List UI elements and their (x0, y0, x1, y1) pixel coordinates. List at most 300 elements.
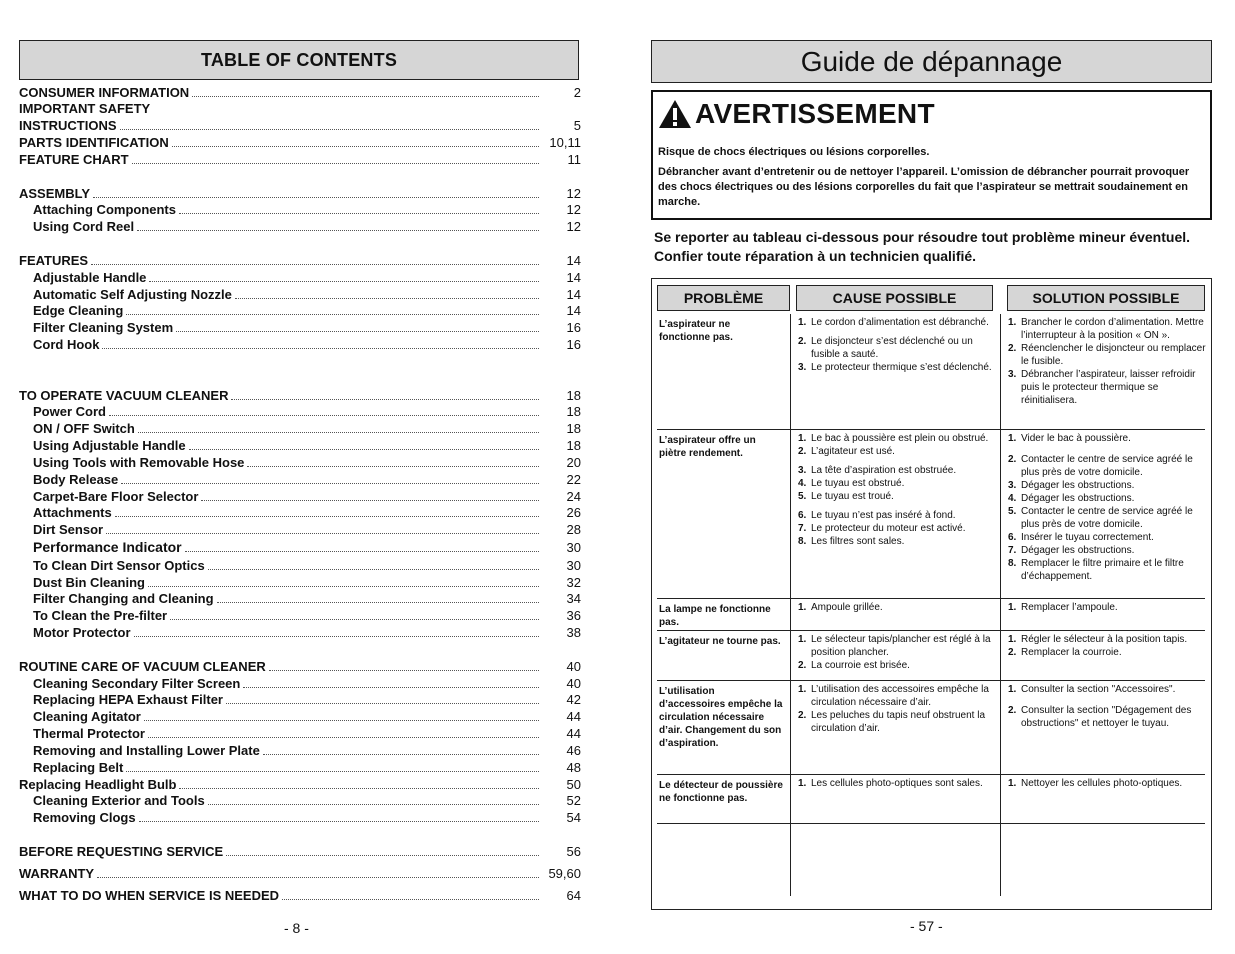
toc-entry-label: Body Release (33, 472, 119, 487)
toc-entry (33, 302, 581, 319)
list-item (798, 777, 994, 790)
list-item (1008, 557, 1206, 583)
list-item (798, 335, 994, 361)
item-text: Ampoule grillée. (811, 602, 883, 613)
item-number: 7. (798, 523, 807, 534)
toc-entry-page: 2 (573, 85, 581, 100)
toc-entry (33, 504, 581, 521)
toc-entry-label: Cord Hook (33, 337, 100, 352)
toc-leader-dots (120, 129, 540, 130)
toc-leader-dots (134, 636, 540, 637)
list-item (798, 316, 994, 329)
row-separator (657, 598, 1205, 599)
problem-cell: L’utilisation d’accessoires empêche la circulation nécessaire d’air. Changement du son d’aspiration. (659, 686, 783, 749)
toc-entry-label: Replacing Belt (33, 760, 124, 775)
toc-entry (33, 691, 581, 708)
toc-entry-label: ASSEMBLY (19, 186, 91, 201)
toc-entry-page: 14 (566, 253, 581, 268)
problem-cell: La lampe ne fonctionne pas. (659, 604, 771, 628)
item-text: Remplacer la courroie. (1021, 647, 1122, 658)
item-text: Les cellules photo-optiques sont sales. (811, 778, 983, 789)
toc-entry (33, 742, 581, 759)
toc-leader-dots (201, 500, 539, 501)
column-header-cause: CAUSE POSSIBLE (796, 285, 993, 311)
row-separator (657, 429, 1205, 430)
list-item (1008, 368, 1206, 407)
toc-entry-page: 44 (566, 709, 581, 724)
toc-entry-label: Adjustable Handle (33, 270, 147, 285)
cause-cell (798, 777, 994, 790)
toc-entry-label: FEATURE CHART (19, 152, 129, 167)
item-number: 2. (798, 710, 807, 721)
toc-leader-dots (179, 788, 539, 789)
list-item (798, 361, 994, 374)
list-item (798, 633, 994, 659)
toc-entry-label: ON / OFF Switch (33, 421, 135, 436)
item-number: 2. (1008, 705, 1017, 716)
toc-entry-page: 14 (566, 270, 581, 285)
toc-header: TABLE OF CONTENTS (19, 40, 579, 80)
item-number: 1. (798, 778, 807, 789)
toc-leader-dots (138, 432, 539, 433)
toc-leader-dots (282, 899, 539, 900)
toc-entry (33, 590, 581, 607)
toc-leader-dots (263, 754, 539, 755)
toc-entry (33, 809, 581, 826)
item-text: L’utilisation des accessoires empêche la circulation nécessaire d’air. (811, 684, 989, 708)
toc-entry-label: Replacing Headlight Bulb (19, 777, 177, 792)
item-number: 8. (1008, 558, 1017, 569)
item-text: Remplacer le filtre primaire et le filtre d’échappement. (1021, 558, 1184, 582)
column-header-problem: PROBLÈME (657, 285, 790, 311)
toc-entry-label: Cleaning Exterior and Tools (33, 793, 205, 808)
toc-entry-page: 40 (566, 676, 581, 691)
row-separator (657, 680, 1205, 681)
toc-leader-dots (208, 804, 539, 805)
toc-leader-dots (132, 163, 539, 164)
toc-leader-dots (144, 720, 539, 721)
toc-entry (33, 218, 581, 235)
item-number: 1. (798, 433, 807, 444)
toc-entry-label: WHAT TO DO WHEN SERVICE IS NEEDED (19, 888, 280, 903)
toc-entry (19, 865, 581, 882)
toc-entry (33, 708, 581, 725)
item-text: Insérer le tuyau correctement. (1021, 532, 1154, 543)
item-text: Le cordon d’alimentation est débranché. (811, 317, 989, 328)
item-text: La courroie est brisée. (811, 660, 910, 671)
toc-leader-dots (115, 516, 539, 517)
toc-entry (33, 624, 581, 641)
row-separator (657, 774, 1205, 775)
page-number-left: - 8 - (284, 920, 309, 936)
toc-leader-dots (137, 230, 539, 231)
cause-cell (798, 683, 994, 735)
toc-entry-label: TO OPERATE VACUUM CLEANER (19, 388, 229, 403)
toc-leader-dots (149, 281, 539, 282)
item-text: Contacter le centre de service agréé le plus près de votre domicile. (1021, 454, 1193, 478)
item-text: Dégager les obstructions. (1021, 545, 1135, 556)
list-item (798, 522, 994, 535)
cause-cell (798, 432, 994, 548)
toc-entry-label: Filter Changing and Cleaning (33, 591, 214, 606)
toc-entry-label: WARRANTY (19, 866, 95, 881)
toc-leader-dots (172, 146, 539, 147)
list-item (1008, 453, 1206, 479)
list-item (1008, 342, 1206, 368)
toc-leader-dots (235, 298, 539, 299)
toc-leader-dots (185, 551, 539, 552)
toc-entry-label: Using Adjustable Handle (33, 438, 186, 453)
toc-leader-dots (121, 483, 539, 484)
toc-entry-page: 52 (566, 793, 581, 808)
cause-cell (798, 316, 994, 374)
toc-entry (19, 117, 581, 134)
toc-entry-page: 16 (566, 320, 581, 335)
toc-entry (33, 725, 581, 742)
toc-entry-label: BEFORE REQUESTING SERVICE (19, 844, 224, 859)
toc-entry (33, 336, 581, 353)
item-text: Contacter le centre de service agréé le plus près de votre domicile. (1021, 506, 1193, 530)
toc-entry (19, 843, 581, 860)
item-text: La tête d’aspiration est obstruée. (811, 465, 957, 476)
toc-entry-page: 54 (566, 810, 581, 825)
item-text: Le protecteur thermique s’est déclenché. (811, 362, 992, 373)
item-text: Le tuyau n’est pas inséré à fond. (811, 510, 956, 521)
problem-cell: L’aspirateur ne fonctionne pas. (659, 319, 733, 343)
toc-leader-dots (126, 314, 539, 315)
table-divider (790, 314, 791, 896)
list-item (1008, 492, 1206, 505)
toc-entry-page: 16 (566, 337, 581, 352)
item-number: 2. (798, 446, 807, 457)
toc-entry-page: 40 (566, 659, 581, 674)
toc-entry (19, 252, 581, 269)
item-text: L’agitateur est usé. (811, 446, 895, 457)
item-text: Le tuyau est troué. (811, 491, 894, 502)
item-number: 3. (1008, 480, 1017, 491)
toc-entry-page: 22 (566, 472, 581, 487)
toc-leader-dots (243, 687, 539, 688)
toc-entry-page: 12 (566, 202, 581, 217)
toc-entry-label: Performance Indicator (33, 539, 182, 555)
toc-entry-page: 10,11 (549, 135, 581, 150)
toc-entry-page: 5 (573, 118, 581, 133)
toc-entry-label: To Clean the Pre-filter (33, 608, 168, 623)
toc-leader-dots (91, 264, 539, 265)
item-text: Le disjoncteur s’est déclenché ou un fusible a sauté. (811, 336, 973, 360)
item-number: 1. (798, 634, 807, 645)
item-text: Le sélecteur tapis/plancher est réglé à la position plancher. (811, 634, 991, 658)
table-divider (1000, 314, 1001, 896)
toc-entry (19, 387, 581, 404)
item-number: 1. (1008, 433, 1017, 444)
list-item (1008, 316, 1206, 342)
item-text: Le bac à poussière est plein ou obstrué. (811, 433, 989, 444)
guide-title: Guide de dépannage (651, 40, 1212, 83)
toc-leader-dots (139, 821, 539, 822)
list-item (798, 535, 994, 548)
toc-entry-page: 59,60 (548, 866, 581, 881)
item-number: 2. (1008, 454, 1017, 465)
item-number: 4. (798, 478, 807, 489)
toc-leader-dots (269, 670, 539, 671)
list-item (1008, 777, 1206, 790)
problem-cell: L’aspirateur offre un piètre rendement. (659, 435, 756, 459)
toc-entry (33, 574, 581, 591)
item-number: 5. (798, 491, 807, 502)
toc-entry-label: Using Cord Reel (33, 219, 135, 234)
item-text: Nettoyer les cellules photo-optiques. (1021, 778, 1183, 789)
toc-entry-page: 11 (567, 152, 581, 167)
list-item (1008, 432, 1206, 445)
toc-entry-page: 30 (566, 558, 581, 573)
toc-entry (19, 84, 581, 101)
list-item (798, 445, 994, 458)
item-text: Consulter la section "Accessoires". (1021, 684, 1176, 695)
page-number-right: - 57 - (910, 918, 943, 934)
list-item (1008, 646, 1206, 659)
toc-entry-page: 18 (566, 404, 581, 419)
toc-leader-dots (106, 533, 539, 534)
item-number: 3. (1008, 369, 1017, 380)
cause-cell (798, 601, 994, 614)
toc-entry-label: Edge Cleaning (33, 303, 124, 318)
warning-risk-text: Risque de chocs électriques ou lésions corporelles. (658, 146, 930, 158)
toc-entry-page: 18 (566, 438, 581, 453)
toc-entry-page: 30 (566, 540, 581, 555)
toc-leader-dots (231, 399, 539, 400)
column-header-solution: SOLUTION POSSIBLE (1007, 285, 1205, 311)
toc-entry-label: Automatic Self Adjusting Nozzle (33, 287, 232, 302)
toc-entry-label: Cleaning Agitator (33, 709, 141, 724)
toc-entry (19, 887, 581, 904)
toc-entry-label: FEATURES (19, 253, 89, 268)
toc-entry-page: 24 (566, 489, 581, 504)
toc-entry (33, 403, 581, 420)
toc-leader-dots (148, 586, 539, 587)
row-separator (657, 630, 1205, 631)
warning-box (651, 90, 1212, 220)
toc-entry-page: 56 (566, 844, 581, 859)
item-number: 5. (1008, 506, 1017, 517)
list-item (1008, 531, 1206, 544)
toc-leader-dots (170, 619, 539, 620)
toc-entry (33, 759, 581, 776)
toc-entry (19, 185, 581, 202)
toc-leader-dots (179, 213, 539, 214)
solution-cell (1008, 683, 1206, 730)
toc-entry-label: CONSUMER INFORMATION (19, 85, 190, 100)
toc-leader-dots (176, 331, 539, 332)
list-item (1008, 505, 1206, 531)
list-item (798, 709, 994, 735)
cause-cell (798, 633, 994, 672)
toc-entry-page: 50 (566, 777, 581, 792)
item-text: Vider le bac à poussière. (1021, 433, 1131, 444)
item-number: 7. (1008, 545, 1017, 556)
toc-entry-label: Removing Clogs (33, 810, 136, 825)
toc-entry (33, 201, 581, 218)
list-item (798, 601, 994, 614)
toc-entry (33, 471, 581, 488)
toc-entry-label: Attachments (33, 505, 112, 520)
toc-leader-dots (126, 771, 539, 772)
item-number: 1. (1008, 317, 1017, 328)
item-number: 2. (1008, 647, 1017, 658)
toc-entry-label: Thermal Protector (33, 726, 145, 741)
toc-entry (19, 151, 581, 168)
toc-entry-label: PARTS IDENTIFICATION (19, 135, 169, 150)
toc-leader-dots (208, 569, 539, 570)
warning-title (658, 98, 935, 130)
item-number: 1. (1008, 602, 1017, 613)
row-separator (657, 823, 1205, 824)
toc-entry-page: 20 (566, 455, 581, 470)
list-item (798, 477, 994, 490)
toc-entry (33, 557, 581, 574)
toc-leader-dots (226, 855, 539, 856)
solution-cell (1008, 601, 1206, 614)
toc-entry-page: 34 (566, 591, 581, 606)
toc-entry-page: 38 (566, 625, 581, 640)
toc-entry-label: Attaching Components (33, 202, 176, 217)
toc-entry (19, 658, 581, 675)
warning-triangle-icon (658, 99, 692, 129)
toc-entry-label: ROUTINE CARE OF VACUUM CLEANER (19, 659, 266, 674)
toc-leader-dots (189, 449, 539, 450)
item-text: Le tuyau est obstrué. (811, 478, 905, 489)
list-item (1008, 704, 1206, 730)
item-number: 1. (798, 684, 807, 695)
toc-entry (33, 539, 581, 556)
toc-entry-page: 36 (566, 608, 581, 623)
toc-entry (33, 286, 581, 303)
intro-text: Se reporter au tableau ci-dessous pour résoudre tout problème mineur éventuel. Confier toute réparation à un technicien qualifié. (654, 229, 1191, 264)
toc-entry-label: INSTRUCTIONS (19, 118, 117, 133)
item-number: 1. (798, 317, 807, 328)
left-page (0, 0, 600, 954)
toc-entry (33, 521, 581, 538)
toc-leader-dots (247, 466, 539, 467)
toc-entry-label: Dust Bin Cleaning (33, 575, 145, 590)
toc-entry-label: Using Tools with Removable Hose (33, 455, 245, 470)
toc-entry-label: Motor Protector (33, 625, 131, 640)
item-text: Remplacer l’ampoule. (1021, 602, 1118, 613)
toc-entry (33, 437, 581, 454)
toc-entry-page: 14 (566, 287, 581, 302)
toc-entry (19, 134, 581, 151)
list-item (1008, 544, 1206, 557)
toc-leader-dots (217, 602, 539, 603)
solution-cell (1008, 316, 1206, 407)
list-item (1008, 601, 1206, 614)
toc-entry-page: 64 (566, 888, 581, 903)
toc-entry-page: 28 (566, 522, 581, 537)
toc-entry (33, 454, 581, 471)
list-item (798, 509, 994, 522)
toc-leader-dots (102, 348, 539, 349)
solution-cell (1008, 633, 1206, 659)
toc-entry-page: 26 (566, 505, 581, 520)
problem-cell: L’agitateur ne tourne pas. (659, 636, 781, 647)
toc-entry (33, 607, 581, 624)
item-text: Les peluches du tapis neuf obstruent la circulation d’air. (811, 710, 986, 734)
toc-entry-page: 12 (566, 186, 581, 201)
item-number: 8. (798, 536, 807, 547)
item-number: 3. (798, 465, 807, 476)
toc-entry-label: IMPORTANT SAFETY (19, 101, 151, 116)
item-text: Brancher le cordon d’alimentation. Mettre l’interrupteur à la position « ON ». (1021, 317, 1204, 341)
toc-entry (33, 319, 581, 336)
list-item (798, 490, 994, 503)
item-number: 1. (1008, 778, 1017, 789)
item-number: 2. (798, 336, 807, 347)
list-item (798, 432, 994, 445)
list-item (798, 464, 994, 477)
list-item (798, 659, 994, 672)
toc-entry-page: 18 (566, 388, 581, 403)
problem-cell: Le détecteur de poussière ne fonctionne pas. (659, 780, 783, 804)
item-number: 2. (1008, 343, 1017, 354)
solution-cell (1008, 777, 1206, 790)
right-page (618, 0, 1235, 954)
item-number: 1. (798, 602, 807, 613)
toc-entry-page: 12 (566, 219, 581, 234)
item-text: Le protecteur du moteur est activé. (811, 523, 966, 534)
toc-entry-page: 18 (566, 421, 581, 436)
toc-entry-label: Replacing HEPA Exhaust Filter (33, 692, 223, 707)
toc-leader-dots (109, 415, 539, 416)
toc-entry-page: 48 (566, 760, 581, 775)
toc-entry (33, 488, 581, 505)
toc-entry (33, 675, 581, 692)
item-number: 4. (1008, 493, 1017, 504)
item-text: Débrancher l’aspirateur, laisser refroidir puis le protecteur thermique se réinitialisera. (1021, 369, 1196, 406)
toc-entry-label: Filter Cleaning System (33, 320, 174, 335)
item-number: 3. (798, 362, 807, 373)
toc-entry-page: 44 (566, 726, 581, 741)
item-number: 1. (1008, 684, 1017, 695)
toc-entry-label: Dirt Sensor (33, 522, 104, 537)
toc-entry-page: 42 (566, 692, 581, 707)
toc-leader-dots (148, 737, 539, 738)
toc-entry-page: 46 (566, 743, 581, 758)
list-item (1008, 683, 1206, 696)
toc-entry-label: To Clean Dirt Sensor Optics (33, 558, 205, 573)
warning-instruction-text: Débrancher avant d’entretenir ou de nettoyer l’appareil. L’omission de débrancher pourrait provoquer des chocs électriques ou des lésions corporelles du fait que l’aspirateur se mettrait soudainement en marche. (658, 166, 1190, 208)
toc-entry (33, 269, 581, 286)
item-number: 1. (1008, 634, 1017, 645)
toc-entry-label: Removing and Installing Lower Plate (33, 743, 260, 758)
toc-entry-page: 32 (566, 575, 581, 590)
toc-entry (19, 776, 581, 793)
toc-leader-dots (97, 877, 539, 878)
item-text: Consulter la section "Dégagement des obstructions" et nettoyer le tuyau. (1021, 705, 1192, 729)
toc-entry-label: Carpet-Bare Floor Selector (33, 489, 199, 504)
toc-entry (33, 792, 581, 809)
warning-title-text: AVERTISSEMENT (695, 98, 935, 129)
item-text: Les filtres sont sales. (811, 536, 905, 547)
toc-leader-dots (226, 703, 539, 704)
toc-entry (19, 100, 581, 117)
toc-leader-dots (192, 96, 539, 97)
list-item (798, 683, 994, 709)
list-item (1008, 479, 1206, 492)
item-number: 6. (1008, 532, 1017, 543)
toc-entry (33, 420, 581, 437)
item-number: 2. (798, 660, 807, 671)
toc-entry-page: 14 (566, 303, 581, 318)
